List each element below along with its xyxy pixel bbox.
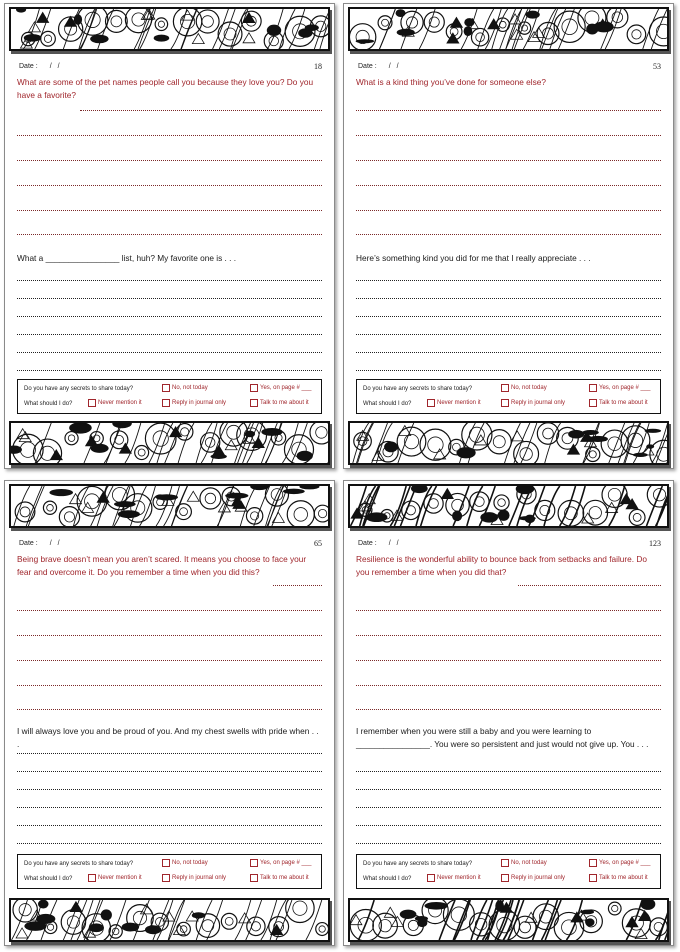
secrets-question: Do you have any secrets to share today?: [363, 386, 473, 392]
top-decorative-banner: [9, 484, 330, 528]
top-decorative-banner: [348, 484, 669, 528]
checkbox[interactable]: [162, 399, 170, 407]
checkbox[interactable]: [162, 874, 170, 882]
date-label: Date :: [19, 539, 38, 547]
bottom-decorative-banner: [9, 421, 330, 465]
writing-line[interactable]: [17, 234, 322, 235]
talk-to-me-option[interactable]: Talk to me about it: [250, 874, 309, 882]
checkbox[interactable]: [162, 384, 170, 392]
no-not-today-option[interactable]: No, not today: [162, 384, 208, 392]
no-not-today-option[interactable]: No, not today: [501, 859, 547, 867]
writing-line[interactable]: [356, 660, 661, 661]
checkbox[interactable]: [589, 384, 597, 392]
talk-to-me-option[interactable]: Talk to me about it: [250, 399, 309, 407]
response-line[interactable]: [17, 280, 322, 281]
reply-in-journal-option[interactable]: Reply in journal only: [501, 874, 565, 882]
checkbox[interactable]: [88, 874, 96, 882]
secrets-question: Do you have any secrets to share today?: [363, 861, 473, 867]
journal-page: [4, 480, 335, 946]
writing-line[interactable]: [356, 610, 661, 611]
checkbox[interactable]: [250, 384, 258, 392]
checkbox[interactable]: [427, 399, 435, 407]
writing-line[interactable]: [17, 160, 322, 161]
response-line[interactable]: [356, 771, 661, 772]
talk-to-me-option[interactable]: Talk to me about it: [589, 874, 648, 882]
no-not-today-option[interactable]: No, not today: [162, 859, 208, 867]
checkbox[interactable]: [427, 874, 435, 882]
secrets-question: Do you have any secrets to share today?: [24, 386, 134, 392]
top-decorative-banner: [9, 7, 330, 51]
date-row: [19, 537, 322, 549]
date-row: [19, 60, 322, 72]
never-mention-option[interactable]: Never mention it: [427, 874, 481, 882]
secrets-box: [17, 379, 322, 414]
checkbox[interactable]: [250, 874, 258, 882]
date-row: [358, 537, 661, 549]
writing-line[interactable]: [356, 210, 661, 211]
response-line[interactable]: [356, 370, 661, 371]
response-prompt: I remember when you were still a baby and you were learning to ________________. You were so persistent and just would not give up. You . . .: [356, 726, 649, 749]
date-label: Date :: [358, 62, 377, 70]
checkbox[interactable]: [589, 874, 597, 882]
checkbox[interactable]: [589, 399, 597, 407]
response-line[interactable]: [17, 352, 322, 353]
reply-in-journal-option[interactable]: Reply in journal only: [162, 399, 226, 407]
writing-line[interactable]: [356, 635, 661, 636]
secrets-question: Do you have any secrets to share today?: [24, 861, 134, 867]
writing-line[interactable]: [17, 610, 322, 611]
response-line[interactable]: [17, 370, 322, 371]
page-number: 123: [649, 538, 661, 548]
secrets-box: [356, 379, 661, 414]
response-line[interactable]: [17, 771, 322, 772]
writing-line[interactable]: [17, 709, 322, 710]
response-line[interactable]: [356, 298, 661, 299]
writing-line[interactable]: [17, 210, 322, 211]
journal-prompt: Resilience is the wonderful ability to bounce back from setbacks and failure. Do you remember a time when you did that?: [356, 554, 648, 577]
date-label: Date :: [358, 539, 377, 547]
response-line[interactable]: [17, 789, 322, 790]
checkbox[interactable]: [501, 399, 509, 407]
page-number: 18: [314, 61, 322, 71]
checkbox[interactable]: [250, 859, 258, 867]
bottom-decorative-banner: [9, 898, 330, 942]
writing-line[interactable]: [273, 585, 322, 586]
talk-to-me-option[interactable]: Talk to me about it: [589, 399, 648, 407]
writing-line[interactable]: [17, 635, 322, 636]
response-prompt: Here’s something kind you did for me that I really appreciate . . .: [356, 253, 591, 263]
writing-line[interactable]: [356, 709, 661, 710]
response-line[interactable]: [356, 807, 661, 808]
response-line[interactable]: [17, 334, 322, 335]
never-mention-option[interactable]: Never mention it: [427, 399, 481, 407]
response-line[interactable]: [17, 825, 322, 826]
writing-line[interactable]: [356, 185, 661, 186]
journal-prompt: Being brave doesn’t mean you aren’t scared. It means you choose to face your fear and overcome it. Do you remember a time when you did this?: [17, 554, 307, 577]
response-prompt: What a ________________ list, huh? My favorite one is . . .: [17, 253, 237, 263]
writing-line[interactable]: [356, 110, 661, 111]
response-line[interactable]: [356, 280, 661, 281]
top-decorative-banner: [348, 7, 669, 51]
journal-page: [4, 3, 335, 469]
writing-line[interactable]: [356, 685, 661, 686]
writing-line[interactable]: [17, 185, 322, 186]
action-question: What should I do?: [363, 401, 412, 407]
writing-line[interactable]: [17, 135, 322, 136]
writing-line[interactable]: [356, 160, 661, 161]
writing-line[interactable]: [518, 585, 661, 586]
checkbox[interactable]: [162, 859, 170, 867]
response-prompt: I will always love you and be proud of you. And my chest swells with pride when . . .: [17, 726, 319, 749]
bottom-decorative-banner: [348, 421, 669, 465]
reply-in-journal-option[interactable]: Reply in journal only: [162, 874, 226, 882]
date-slashes[interactable]: / /: [388, 62, 401, 70]
response-line[interactable]: [356, 334, 661, 335]
secrets-box: [356, 854, 661, 889]
response-line[interactable]: [17, 316, 322, 317]
writing-line[interactable]: [17, 685, 322, 686]
response-line[interactable]: [17, 753, 322, 754]
writing-line[interactable]: [356, 234, 661, 235]
checkbox[interactable]: [88, 399, 96, 407]
response-line[interactable]: [17, 298, 322, 299]
checkbox[interactable]: [250, 399, 258, 407]
response-line[interactable]: [356, 825, 661, 826]
checkbox[interactable]: [589, 859, 597, 867]
response-line[interactable]: [356, 789, 661, 790]
journal-page: [343, 3, 674, 469]
never-mention-option[interactable]: Never mention it: [88, 399, 142, 407]
date-label: Date :: [19, 62, 38, 70]
no-not-today-option[interactable]: No, not today: [501, 384, 547, 392]
secrets-box: [17, 854, 322, 889]
page-number: 53: [653, 61, 661, 71]
writing-line[interactable]: [17, 660, 322, 661]
response-line[interactable]: [17, 843, 322, 844]
journal-prompt: What is a kind thing you’ve done for someone else?: [356, 77, 547, 87]
date-row: [358, 60, 661, 72]
page-number: 65: [314, 538, 322, 548]
response-line[interactable]: [356, 352, 661, 353]
response-line[interactable]: [356, 843, 661, 844]
writing-line[interactable]: [356, 135, 661, 136]
date-slashes[interactable]: / /: [388, 539, 401, 547]
response-line[interactable]: [356, 316, 661, 317]
yes-on-page-option[interactable]: Yes, on page # ___: [250, 859, 312, 867]
never-mention-option[interactable]: Never mention it: [88, 874, 142, 882]
response-line[interactable]: [17, 807, 322, 808]
action-question: What should I do?: [363, 876, 412, 882]
reply-in-journal-option[interactable]: Reply in journal only: [501, 399, 565, 407]
action-question: What should I do?: [24, 401, 73, 407]
checkbox[interactable]: [501, 384, 509, 392]
journal-prompt: What are some of the pet names people call you because they love you? Do you have a favorite?: [17, 77, 314, 100]
checkbox[interactable]: [501, 874, 509, 882]
yes-on-page-option[interactable]: Yes, on page # ___: [589, 384, 651, 392]
journal-page: [343, 480, 674, 946]
bottom-decorative-banner: [348, 898, 669, 942]
yes-on-page-option[interactable]: Yes, on page # ___: [589, 859, 651, 867]
date-slashes[interactable]: / /: [49, 539, 62, 547]
date-slashes[interactable]: / /: [49, 62, 62, 70]
checkbox[interactable]: [501, 859, 509, 867]
writing-line[interactable]: [80, 110, 322, 111]
action-question: What should I do?: [24, 876, 73, 882]
yes-on-page-option[interactable]: Yes, on page # ___: [250, 384, 312, 392]
